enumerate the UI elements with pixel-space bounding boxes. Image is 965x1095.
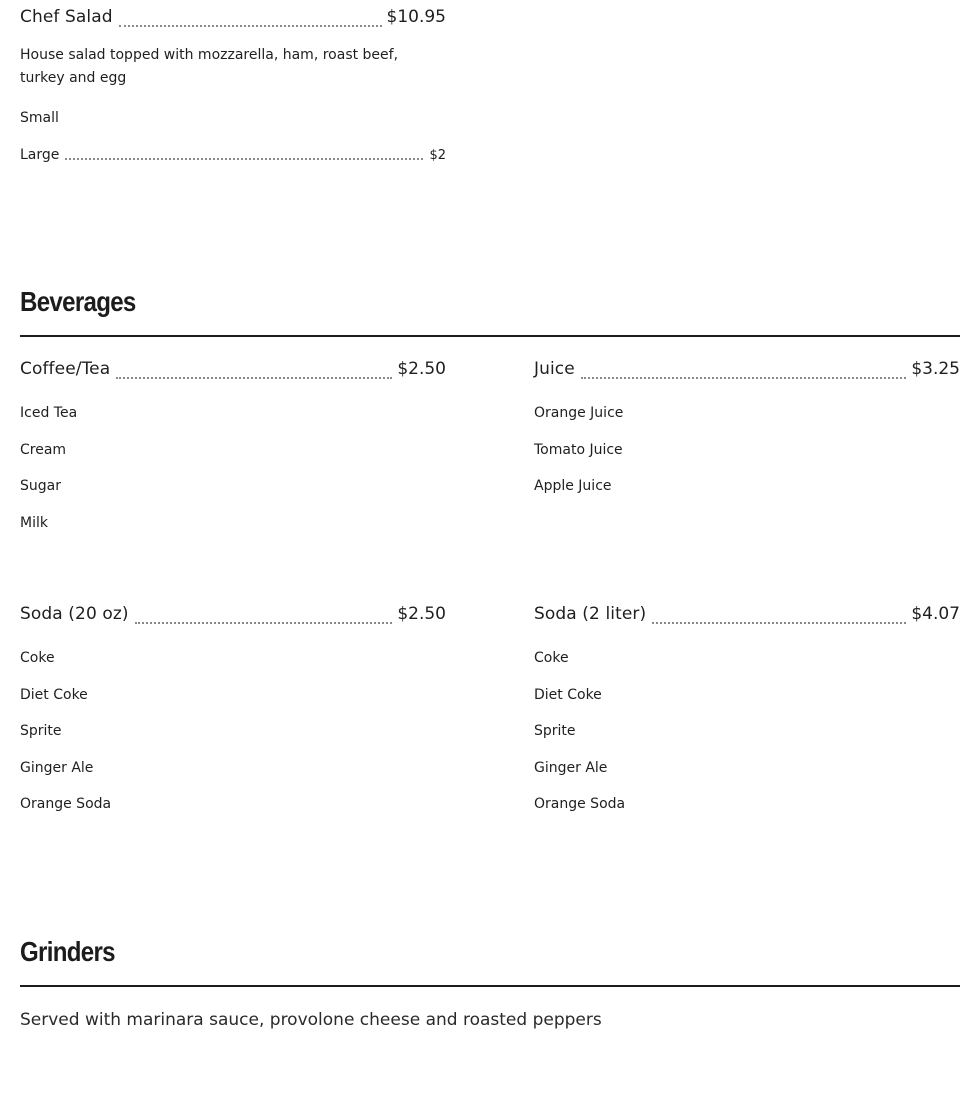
size-label: Small [20,110,59,126]
size-option-small [20,108,59,128]
section-divider [20,985,960,987]
section-divider [20,335,960,337]
option-item: Orange Soda [534,796,626,812]
item-price: $2.50 [397,359,446,379]
item-price: $10.95 [386,7,446,27]
option-item: Orange Juice [534,405,624,421]
menu-item-soda-20oz [20,604,446,630]
menu-item-juice [534,359,960,385]
section-title-beverages: Beverages [20,286,136,317]
option-item: Tomato Juice [534,442,623,458]
item-name: Soda (2 liter) [534,604,647,624]
item-header [534,604,960,630]
option-item: Cream [20,442,67,458]
option-item: Coke [534,650,569,666]
item-name: Chef Salad [20,7,113,27]
dotted-leader [135,621,393,624]
item-header [20,7,446,33]
option-item: Sprite [534,723,576,739]
item-header [20,604,446,630]
item-description: House salad topped with mozzarella, ham, roast beef, turkey and egg [20,47,399,86]
item-header [20,359,446,385]
dotted-leader [652,621,906,624]
item-header [534,359,960,385]
section-title-grinders: Grinders [20,936,115,967]
option-item: Iced Tea [20,405,78,421]
dotted-leader [581,376,907,379]
option-item: Coke [20,650,55,666]
item-price: $2.50 [397,604,446,624]
dotted-leader [65,157,423,160]
menu-item-coffee-tea [20,359,446,385]
option-item: Diet Coke [20,687,88,703]
item-name: Coffee/Tea [20,359,111,379]
option-item: Milk [20,515,48,531]
item-name: Juice [534,359,575,379]
size-option-large [20,145,446,165]
item-price: $3.25 [911,359,960,379]
option-item: Sugar [20,478,61,494]
option-item: Apple Juice [534,478,612,494]
item-price: $4.07 [911,604,960,624]
option-item: Ginger Ale [20,760,94,776]
option-item: Diet Coke [534,687,602,703]
dotted-leader [116,376,392,379]
dotted-leader [119,24,382,27]
section-subtitle: Served with marinara sauce, provolone cheese and roasted peppers [20,1010,602,1030]
size-label: Large [20,147,60,163]
option-item: Orange Soda [20,796,112,812]
size-price: $2 [429,148,446,163]
option-item: Sprite [20,723,62,739]
item-name: Soda (20 oz) [20,604,129,624]
menu-item-chef-salad [20,7,446,33]
menu-item-soda-2-liter [534,604,960,630]
option-item: Ginger Ale [534,760,608,776]
